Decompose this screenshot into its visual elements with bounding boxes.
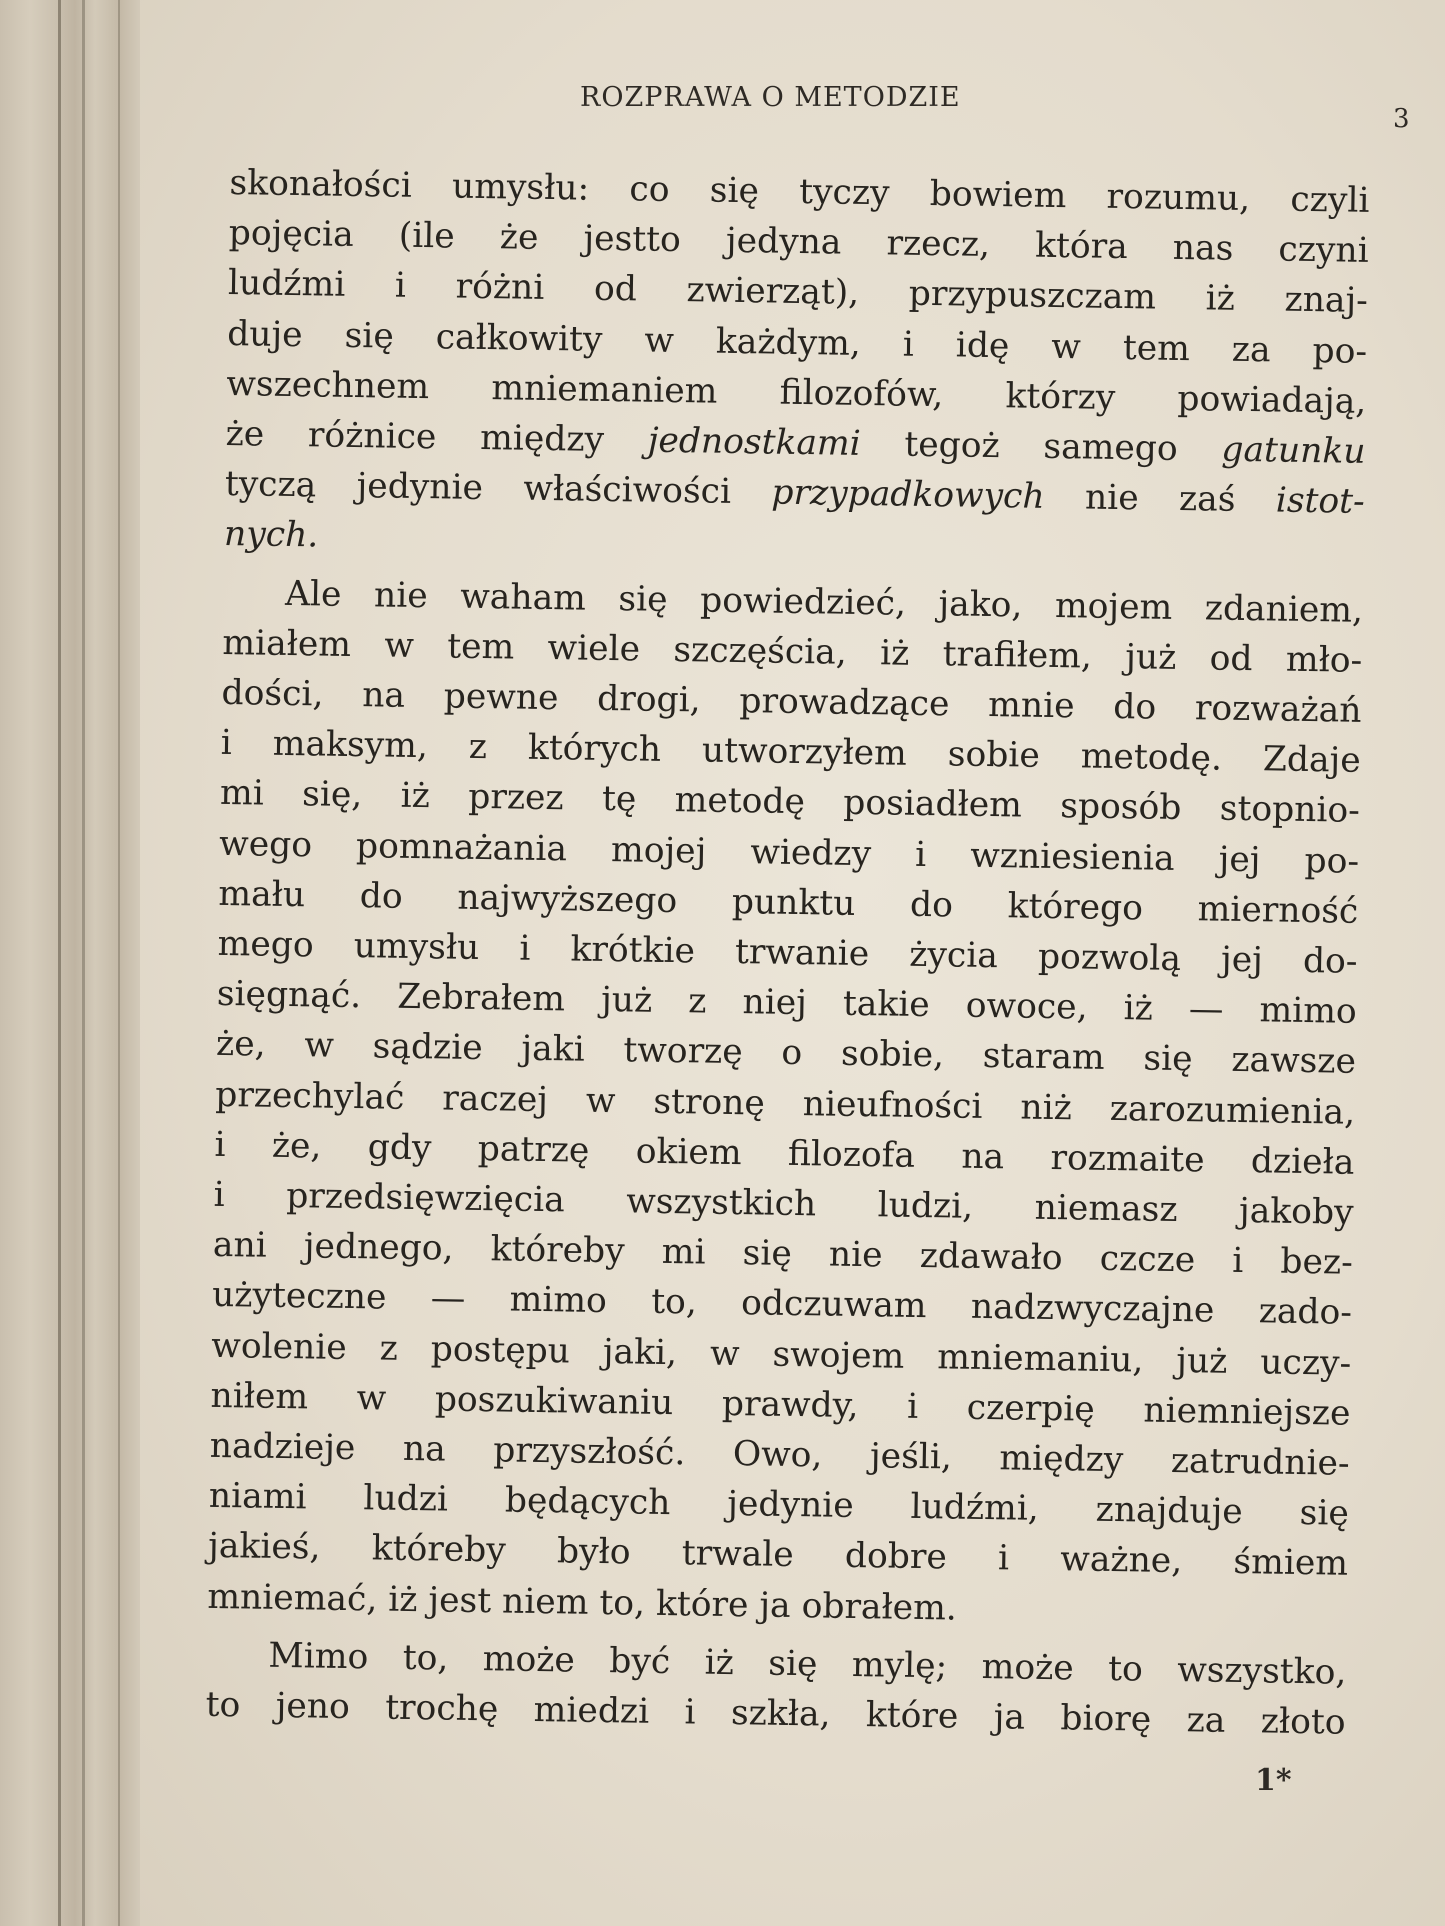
text-line: Mimo to, może być iż się mylę; może to wszystko,	[268, 1635, 1347, 1693]
text-line: Ale nie waham się powiedzieć, jako, mojem zdaniem,	[284, 573, 1364, 631]
text-line: duje się całkowity w każdym, i idę w tem za po-	[226, 313, 1368, 372]
text-line: i przedsięwzięcia wszystkich ludzi, niemasz jakoby	[213, 1174, 1354, 1233]
text-line: skonałości umysłu: co się tyczy bowiem rozumu, czyli	[229, 162, 1370, 221]
text-line: miałem w tem wiele szczęścia, iż trafiłem, już od mło-	[222, 622, 1363, 681]
text-line: sięgnąć. Zebrałem już z niej takie owoce, iż — mimo	[216, 974, 1358, 1033]
text-line: i maksym, z których utworzyłem sobie metodę. Zdaje	[220, 723, 1361, 782]
text-line: mego umysłu i krótkie trwanie życia pozwolą jej do-	[217, 923, 1358, 982]
text-line: mału do najwyższego punktu do którego mierność	[218, 873, 1359, 932]
text-line-with-italics: że różnice między jednostkami tegoż samego gatunku	[225, 413, 1366, 472]
page-edge-line	[82, 0, 85, 1926]
text-line: niłem w poszukiwaniu prawdy, i czerpię niemniejsze	[210, 1375, 1351, 1434]
italic-term: nych.	[223, 514, 319, 556]
italic-term: istot-	[1275, 480, 1366, 523]
italic-term: jednostkami	[647, 420, 862, 464]
book-page	[140, 0, 1445, 1926]
text-line: ludźmi i różni od zwierząt), przypuszczam iż znaj-	[227, 263, 1369, 322]
text-line: pojęcia (ile że jestto jedyna rzecz, która nas czyni	[228, 213, 1369, 272]
text-line: to jeno trochę miedzi i szkła, które ja biorę za złoto	[205, 1684, 1346, 1743]
text-line: i że, gdy patrzę okiem filozofa na rozmaite dzieła	[214, 1124, 1355, 1183]
text-line: wego pomnażania mojej wiedzy i wzniesienia jej po-	[218, 823, 1360, 882]
text-line: nadzieje na przyszłość. Owo, jeśli, między zatrudnie-	[209, 1425, 1350, 1484]
text-line-with-italics: tyczą jedynie właściwości przypadkowych nie zaś istot-	[224, 464, 1366, 523]
left-page-stack	[0, 0, 150, 1926]
text-line: dości, na pewne drogi, prowadzące mnie do rozważań	[221, 672, 1362, 731]
text-line: mi się, iż przez tę metodę posiadłem sposób stopnio-	[219, 773, 1361, 832]
signature-mark: 1*	[1255, 1763, 1292, 1798]
text-line: niami ludzi będących jedynie ludźmi, znajduje się	[208, 1476, 1350, 1535]
page-edge-line	[58, 0, 61, 1926]
page-edge-line	[118, 0, 120, 1926]
text-line: ani jednego, któreby mi się nie zdawało czcze i bez-	[212, 1225, 1354, 1284]
text-line: użyteczne — mimo to, odczuwam nadzwyczajne zado-	[211, 1275, 1353, 1334]
italic-term: przypadkowych	[771, 472, 1045, 518]
text-line: wszechnem mniemaniem filozofów, którzy powiadają,	[226, 363, 1367, 422]
body-text	[205, 158, 1370, 1748]
text-line: mniemać, iż jest niem to, które ja obrałem.	[207, 1576, 958, 1629]
text-line: jakieś, któreby było trwale dobre i ważne, śmiem	[207, 1526, 1349, 1585]
text-line: przechylać raczej w stronę nieufności niż zarozumienia,	[214, 1074, 1356, 1133]
text-line: że, w sądzie jaki tworzę o sobie, staram się zawsze	[215, 1024, 1357, 1083]
italic-term: gatunku	[1221, 429, 1366, 472]
text-line: wolenie z postępu jaki, w swojem mniemaniu, już uczy-	[211, 1325, 1352, 1384]
running-header: ROZPRAWA O METODZIE	[580, 82, 961, 113]
page-number: 3	[1393, 104, 1410, 134]
